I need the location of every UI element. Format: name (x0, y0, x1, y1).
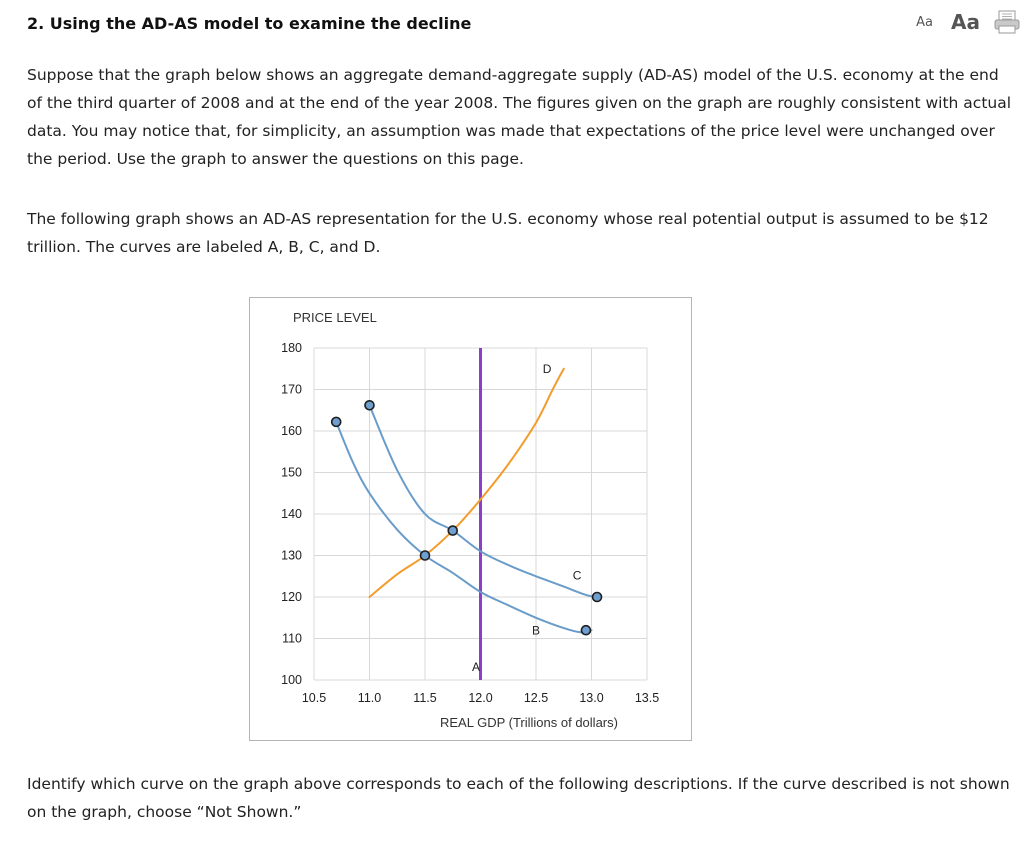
graph-description: The following graph shows an AD-AS representation for the U.S. economy whose real potential output is assumed to be $12 trillion. The curves are labeled A, B, C, and D. (27, 210, 989, 256)
x-tick-label: 13.5 (634, 691, 660, 705)
toolbar (916, 10, 1020, 34)
y-tick-label: 140 (281, 507, 302, 521)
x-tick-label: 12.0 (468, 691, 493, 705)
curve-c-point (593, 593, 602, 602)
x-tick-label: 11.0 (357, 691, 382, 705)
curve-b (336, 422, 591, 632)
print-icon[interactable] (994, 10, 1020, 34)
y-tick-label: 180 (281, 341, 302, 355)
decrease-font-button[interactable]: Aa (916, 14, 934, 30)
curve-c-point (448, 526, 457, 535)
curve-b-point (332, 417, 341, 426)
curve-b-point (421, 551, 430, 560)
y-tick-label: 120 (281, 590, 302, 604)
x-tick-label: 12.5 (523, 691, 549, 705)
curve-b-point (581, 626, 590, 635)
ad-as-graph (249, 297, 692, 741)
question-instructions: Identify which curve on the graph above corresponds to each of the following descriptions. If the curve described is not shown on the graph, choose “Not Shown.” (27, 775, 1010, 821)
y-axis-title: PRICE LEVEL (293, 310, 377, 325)
y-tick-label: 100 (281, 673, 302, 687)
curve-d-label: D (542, 361, 552, 376)
y-tick-label: 160 (281, 424, 302, 438)
y-tick-label: 130 (281, 548, 302, 563)
y-tick-label: 110 (282, 631, 302, 646)
curve-b-label: B (531, 623, 541, 638)
page-title: 2. Using the AD-AS model to examine the decline (27, 14, 472, 33)
x-axis-title: REAL GDP (Trillions of dollars) (440, 715, 618, 730)
curve-c-label: C (572, 568, 582, 583)
curve-c (370, 405, 598, 597)
x-tick-label: 10.5 (301, 691, 327, 705)
curve-c-point (365, 401, 374, 410)
curve-d (370, 369, 564, 597)
x-tick-label: 11.5 (413, 691, 437, 705)
x-tick-label: 13.0 (579, 691, 604, 705)
y-tick-label: 170 (281, 382, 302, 397)
curve-a-label: A (472, 659, 481, 674)
increase-font-button[interactable]: Aa (951, 10, 980, 34)
intro-paragraph: Suppose that the graph below shows an aggregate demand-aggregate supply (AD-AS) model of the U.S. economy at the end of the third quarter of 2008 and at the end of the year 2008. The figures given on the graph are roughly consistent with actual data. You may notice that, for simplicity, an assumption was made that expectations of the price level were unchanged over the period. Use the graph to answer the questions on this page. (27, 66, 1012, 168)
y-tick-label: 150 (281, 465, 302, 480)
ad-as-chart (250, 298, 693, 742)
